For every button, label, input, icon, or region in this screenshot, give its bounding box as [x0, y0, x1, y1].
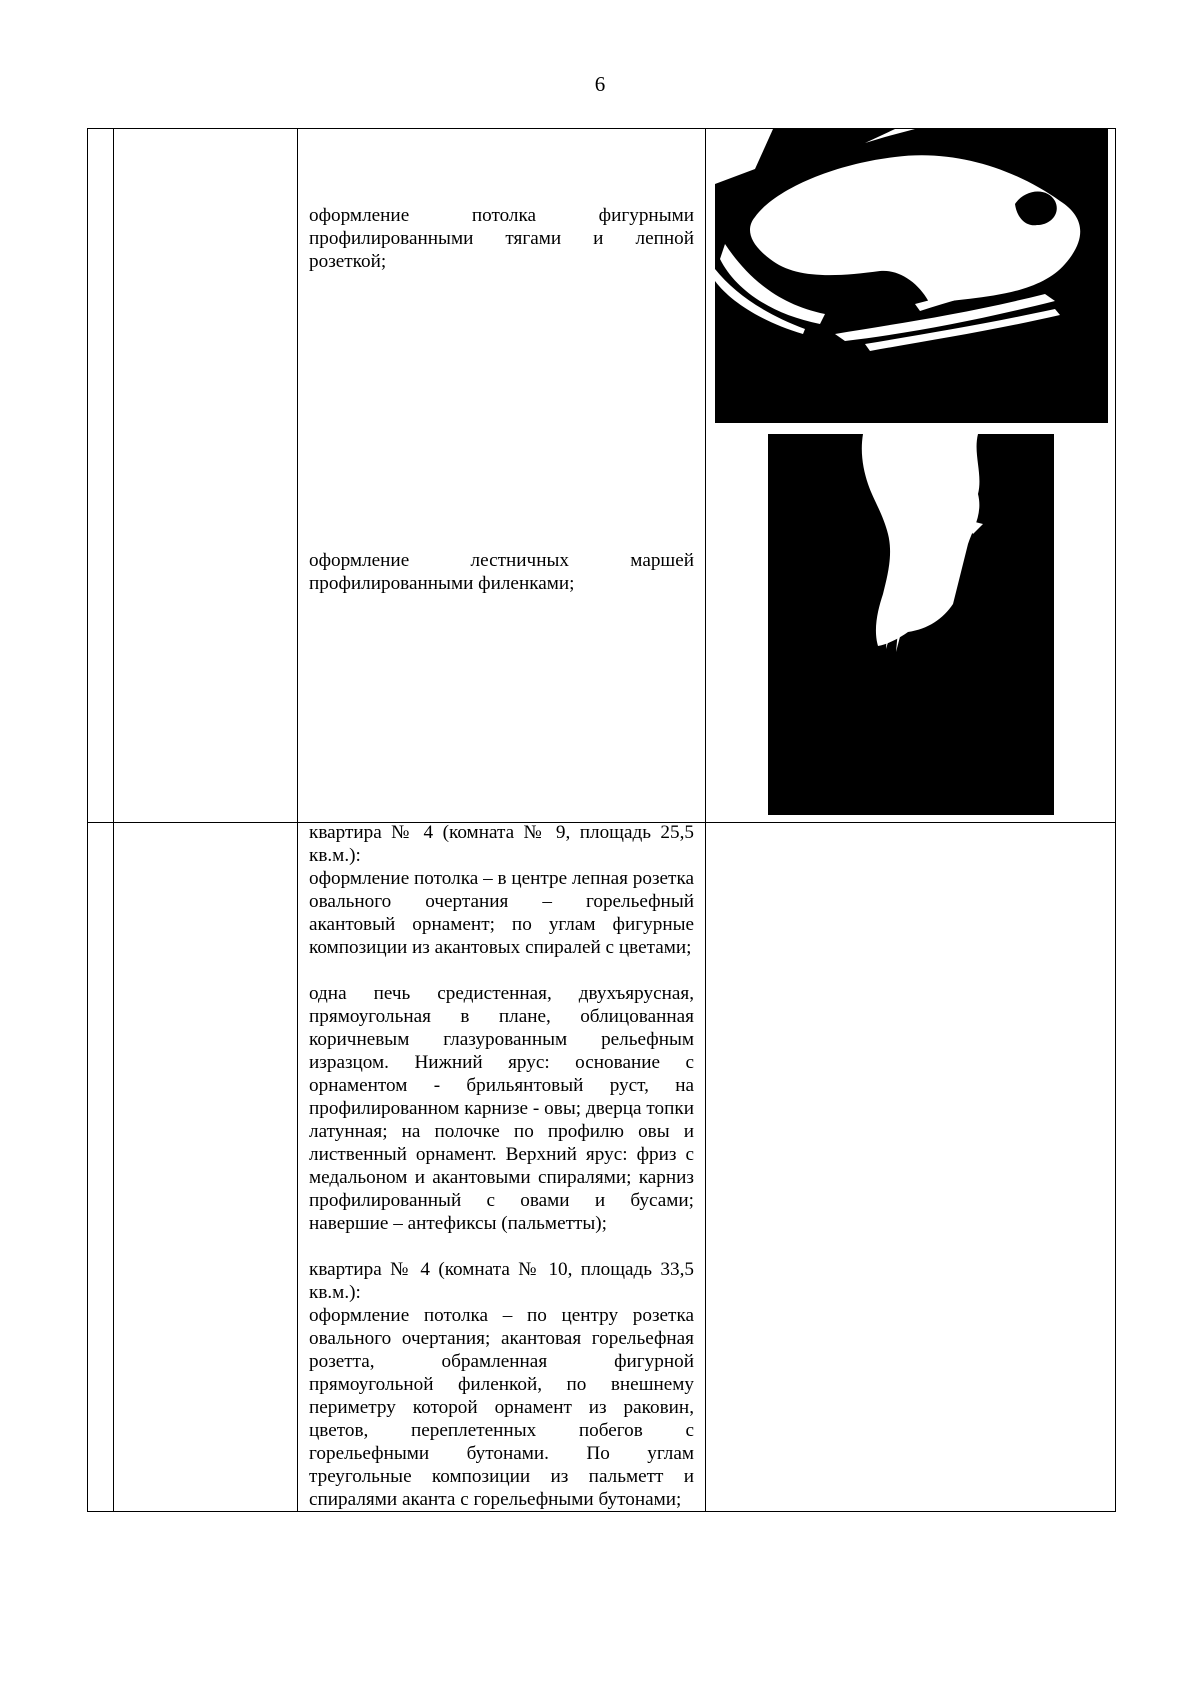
- name-cell: [114, 129, 298, 823]
- apartment-room-9-heading: квартира № 4 (комната № 9, площадь 25,5 кв.м.):: [309, 822, 694, 866]
- number-cell: [88, 823, 114, 1512]
- description-cell: [298, 129, 706, 823]
- stairs-description: оформление лестничных маршей профилированными филенками;: [309, 550, 694, 594]
- page-number: 6: [594, 72, 606, 96]
- photo-cell: [706, 823, 1116, 1512]
- stove-description: одна печь средистенная, двухъярусная, прямоугольная в плане, облицованная коричневым глазурованным рельефным изразцом. Нижний ярус: основание с орнаментом - брильянтовый руст, на профилированном карнизе - овы; дверца топки латунная; на полочке по профилю овы и лиственный орнамент. Верхний ярус: фриз с медальоном и акантовыми спиралями; карниз профилированный с овами и бусами; навершие – антефиксы (пальметты);: [309, 983, 694, 1234]
- ceiling-rosette-photo: [715, 129, 1108, 423]
- table-row: [88, 823, 1116, 1512]
- room-9-ceiling-description: оформление потолка – в центре лепная розетка овального очертания – горельефный акантовый орнамент; по углам фигурные композиции из акантовых спиралей с цветами;: [309, 868, 694, 958]
- objects-table: [87, 128, 1116, 1512]
- number-cell: [88, 129, 114, 823]
- apartment-room-10-heading: квартира № 4 (комната № 10, площадь 33,5 кв.м.):: [309, 1259, 694, 1303]
- name-cell: [114, 823, 298, 1512]
- photo-cell: [706, 129, 1116, 823]
- ceiling-description: оформление потолка фигурными профилированными тягами и лепной розеткой;: [309, 205, 694, 272]
- description-cell: [298, 823, 706, 1512]
- table-row: [88, 129, 1116, 823]
- staircase-panels-photo: [768, 434, 1054, 815]
- room-10-ceiling-description: оформление потолка – по центру розетка овального очертания; акантовая горельефная розетта, обрамленная фигурной прямоугольной филенкой, по внешнему периметру которой орнамент из раковин, цветов, переплетенных побегов с горельефными бутонами. По углам треугольные композиции из пальметт и спиралями аканта с горельефными бутонами;: [309, 1305, 694, 1510]
